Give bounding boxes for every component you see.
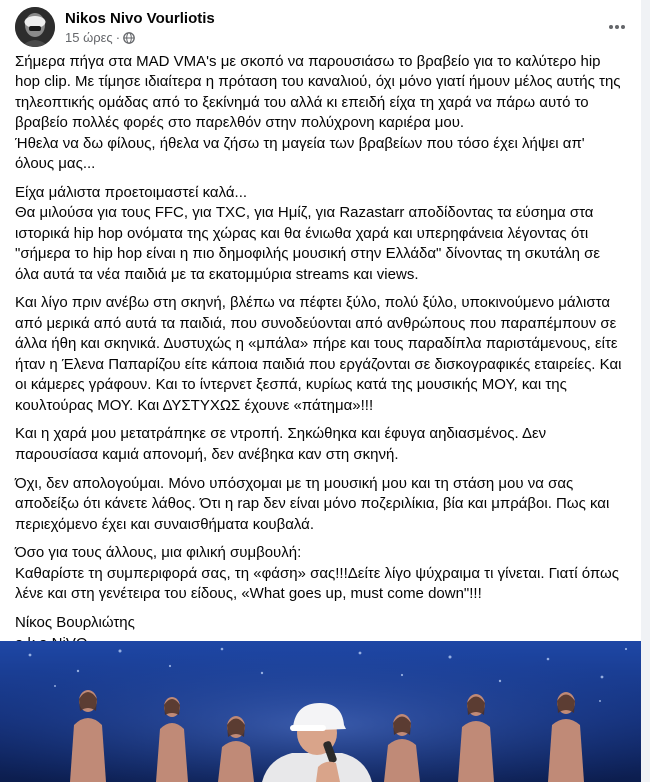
post-time[interactable]: 15 ώρες [65,30,113,45]
paragraph [15,543,627,604]
author-name[interactable]: Nikos Nivo Vourliotis [65,10,215,27]
paragraph [15,474,627,535]
paragraph [15,183,627,285]
meta-separator: · [115,30,121,45]
avatar[interactable] [15,7,55,47]
line: Και η χαρά μου μετατράπηκε σε ντροπή. Σηκώθηκα και έφυγα αηδιασμένος. Δεν παρουσίασα καμιά απονομή, δεν ανέβηκα καν στη σκηνή. [15,425,547,463]
line: Καθαρίστε τη συμπεριφορά σας, τη «φάση» σας!!!Δείτε λίγο ψύχραιμα τι γίνεται. Γιατί όπως λένε και στη γενέτειρα του είδους, «What goes up, must come down"!!! [15,564,619,603]
line: Όχι, δεν απολογούμαι. Μόνο υπόσχομαι με τη μουσική μου και τη στάση μου να σας αποδείξω ότι κάνετε λάθος. Ότι η rap δεν είναι μόνο ποζεριλίκια, βία και μπράβοι. Πως και περιεχόμενο έχει και συναισθήματα κουβαλά. [15,474,610,533]
feed-gutter [641,0,650,782]
post-meta [65,30,135,47]
avatar-image [15,7,55,47]
post-header [15,7,635,47]
more-options-button[interactable] [601,11,633,43]
line: Σήμερα πήγα στα MAD VMA's με σκοπό να παρουσιάσω το βραβείο για το καλύτερο hip hop clip. Με τίμησε ιδιαίτερα η πρόταση του καναλιού, όχι μόνο γιατί ήμουν μέλος αυτής της τηλεοπτικής ομάδας από το ξεκίνημά του αλλά κι επειδή είχα τη χαρά να πάρω αυτό το βραβείο πολλές φορές στο παρελθόν στην πολύχρονη καριέρα μου. [15,53,621,132]
line: Όσο για τους άλλους, μια φιλική συμβουλή: [15,544,302,562]
post-text [15,52,627,683]
paragraph [15,293,627,415]
paragraph [15,52,627,174]
post-photo[interactable] [0,641,641,782]
more-horizontal-icon [607,17,627,37]
line: Και λίγο πριν ανέβω στη σκηνή, βλέπω να πέφτει ξύλο, πολύ ξύλο, υποκινούμενο μάλιστα από μερικά από αυτά τα παιδιά, που συνοδεύονται από ανθρώπους που παραπέμπουν σε άλλα ήθη και σκηνικά. Δυστυχώς η «μπάλα» πήρε και τους παραδίπλα παριστάμενους, είτε ήταν η Έλενα Παπαρίζου είτε κάποια παιδιά που εργάζονται σε δισκογραφικές εταιρείες. Και οι κάμερες γράφουν. Και το ίντερνετ ξεσπά, κυρίως κατά της μουσικής ΜΟΥ, και της κουλτούρας ΜΟΥ. Και ΔΥΣΤΥΧΩΣ έχουνε «πάτημα»!!! [15,294,622,414]
paragraph [15,424,627,465]
globe-icon[interactable] [123,32,135,47]
signature-name: Νίκος Βουρλιώτης [15,614,135,632]
line: Θα μιλούσα για τους FFC, για TXC, για Ημίζ, για Razastarr αποδίδοντας τα εύσημα στα ιστορικά hip hop ονόματα της χώρας και θα ένιωθα χαρά και υπερηφάνεια λέγοντας ότι "σήμερα το hip hop είναι η πιο δημοφιλής μουσική στην Ελλάδα" δίνοντας τη σκυτάλη σε όλα αυτά τα νέα παιδιά με τα εκατομμύρια streams και views. [15,204,601,283]
line: Ήθελα να δω φίλους, ήθελα να ζήσω τη μαγεία των βραβείων που τόσο έχει λήψει απ' όλους μας... [15,134,585,173]
stage-photo [0,641,641,782]
line: Είχα μάλιστα προετοιμαστεί καλά... [15,183,248,201]
